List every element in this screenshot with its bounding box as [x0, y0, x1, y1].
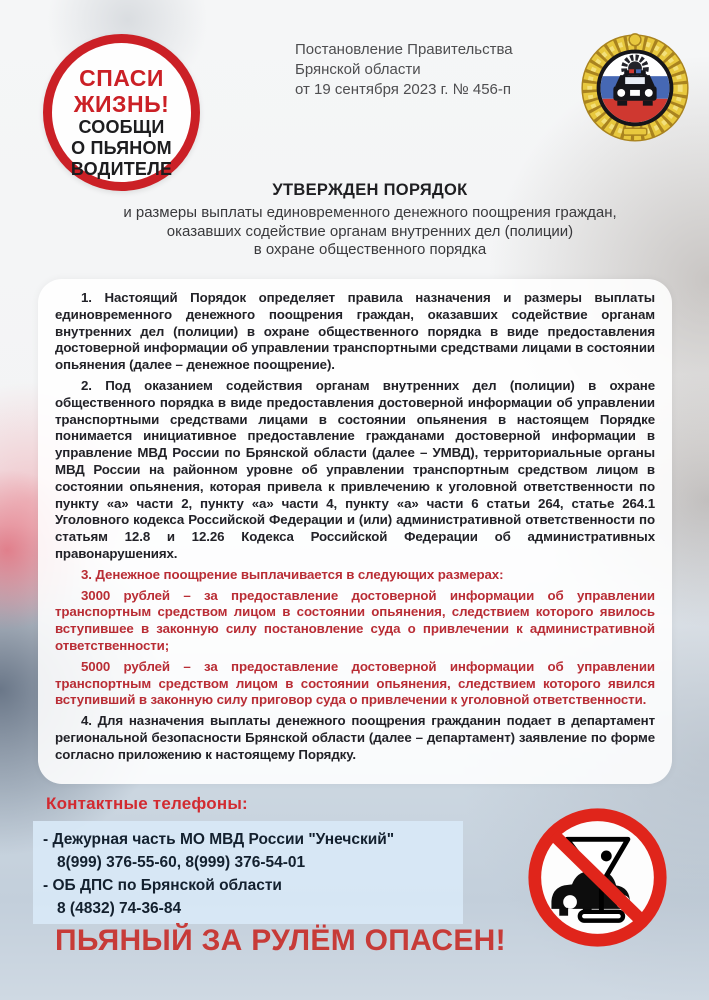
traffic-police-emblem-svg — [576, 26, 694, 146]
slogan-text: ПЬЯНЫЙ ЗА РУЛЁМ ОПАСЕН! — [55, 924, 506, 957]
badge-line: СПАСИ — [79, 65, 164, 91]
contacts-box — [33, 821, 463, 924]
paragraph-1: 1. Настоящий Порядок определяет правила назначения и размеры выплаты единовременного денежного поощрения граждан, оказавших содействие органам внутренних дел (полиции) в охране общественного порядка в виде предоставления достоверной информации об управлении транспортными средствами лицами в состоянии опьянения (далее – денежное поощрение). — [55, 290, 655, 373]
document-body — [38, 279, 672, 784]
resolution-header — [295, 40, 513, 100]
badge-line: О ПЬЯНОМ — [71, 138, 172, 158]
badge-line: СООБЩИ — [78, 117, 165, 137]
paragraph-4: 4. Для назначения выплаты денежного поощрения гражданин подает в департамент региональной безопасности Брянской области (далее – департамент) заявление по форме согласно приложению к настоящему Порядку. — [55, 713, 655, 762]
contact-item-phones: 8 (4832) 74-36-84 — [57, 900, 182, 917]
resolution-header-line: Брянской области — [295, 61, 421, 78]
page-subtitle-line: в охране общественного порядка — [253, 241, 487, 258]
paragraph-3-reward-3000: 3000 рублей – за предоставление достоверной информации об управлении транспортным средством лицом в состоянии опьянения, следствием которого явилось вступившее в законную силу постановление суда о привлечении к административной ответственности; — [55, 587, 655, 653]
title-block — [50, 181, 690, 260]
page-subtitle-line: оказавших содействие органам внутренних дел (полиции) — [166, 222, 574, 240]
badge-line: ВОДИТЕЛЕ — [70, 159, 173, 179]
resolution-header-line: от 19 сентября 2023 г. № 456-п — [295, 81, 511, 98]
contact-item-label: - ОБ ДПС по Брянской области — [43, 877, 282, 894]
no-drunk-driving-icon — [524, 804, 671, 951]
badge-line: ЖИЗНЬ! — [73, 91, 170, 117]
resolution-header-line: Постановление Правительства — [295, 41, 513, 58]
contact-item-phones: 8(999) 376-55-60, 8(999) 376-54-01 — [57, 854, 306, 871]
save-life-badge — [43, 34, 200, 191]
paragraph-2: 2. Под оказанием содействия органам внутренних дел (полиции) в охране общественного порядка в виде предоставления достоверной информации об управлении транспортными средствами лицами в состоянии опьянения в настоящем Порядке понимается инициативное предоставление гражданами достоверной информации в управление МВД России по Брянской области (далее – УМВД), территориальные органы МВД России на районном уровне об управлении транспортным средством лицом в состоянии опьянения, которая привела к привлечению к уголовной ответственности по пункту «а» части 2, пункту «а» части 4, пункту «а» части 6 статьи 264, статье 264.1 Уголовного кодекса Российской Федерации и (или) административной ответственности по статьям 12.8 и 12.26 Кодекса Российской Федерации об административных правонарушениях. — [55, 377, 655, 561]
page-subtitle-line: и размеры выплаты единовременного денежного поощрения граждан, — [123, 204, 617, 221]
contacts-heading: Контактные телефоны: — [46, 794, 248, 813]
page-title: УТВЕРЖДЕН ПОРЯДОК — [272, 181, 468, 199]
paragraph-3-reward-5000: 5000 рублей – за предоставление достоверной информации об управлении транспортным средством лицом в состоянии опьянения, следствием которого явился вступивший в законную силу приговор суда о привлечении к уголовной ответственности. — [55, 658, 655, 708]
traffic-police-emblem-icon — [576, 26, 694, 146]
no-drunk-driving-svg — [524, 804, 671, 951]
contact-item-label: - Дежурная часть МО МВД России "Унечский" — [43, 831, 395, 848]
paragraph-3-intro: 3. Денежное поощрение выплачивается в следующих размерах: — [81, 566, 504, 582]
